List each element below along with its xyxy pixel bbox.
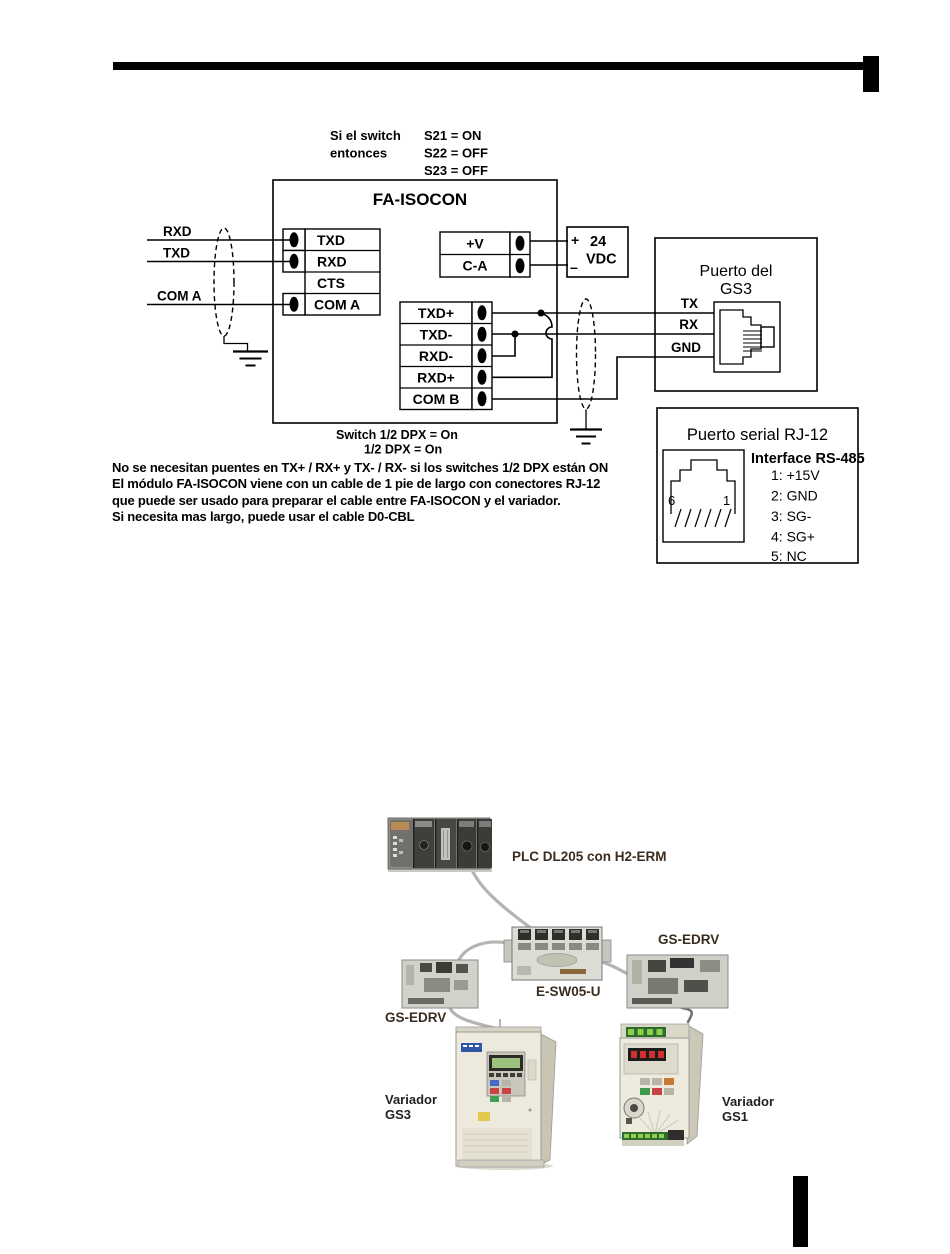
terminal-screw	[478, 327, 487, 342]
terminal-txdp: TXD+	[417, 305, 455, 321]
terminal-ca: C-A	[462, 257, 488, 274]
gs3-port-box	[655, 238, 817, 391]
notes-line-1: No se necesitan puentes en TX+ / RX+ y TX- / RX- si los switches 1/2 DPX están ON	[112, 460, 609, 475]
condition-line1-val: S21 = ON	[424, 128, 482, 143]
gs1-drive-label-line2: GS1	[722, 1109, 749, 1124]
terminal-screw	[516, 258, 525, 273]
gs-edrv-right-photo	[627, 955, 728, 1008]
edrv-right-label: GS-EDRV	[658, 932, 720, 947]
rj12-pinout-5: 5: NC	[771, 548, 807, 564]
condition-line3-val: S23 = OFF	[424, 163, 488, 178]
terminal-screw	[290, 254, 299, 269]
fa-isocon-title: FA-ISOCON	[372, 190, 468, 209]
dpx-switch-note	[336, 428, 458, 457]
ground-symbol-left	[233, 352, 268, 366]
terminal-coma: COM A	[314, 296, 361, 313]
terminal-screw	[478, 305, 487, 320]
wire-label-coma: COM A	[157, 288, 202, 304]
gs1-drive-label-line1: Variador	[722, 1094, 775, 1109]
notes-paragraph	[112, 460, 692, 526]
ethernet-switch-photo	[504, 927, 611, 980]
gs3-port-title-line1: Puerto del	[699, 263, 773, 280]
condition-note	[330, 128, 488, 178]
rj12-subtitle: Interface RS-485	[751, 451, 865, 467]
edrv-left-label: GS-EDRV	[385, 1010, 447, 1025]
notes-line-2: El módulo FA-ISOCON viene con un cable de 1 pie de largo con conectores RJ-12	[112, 476, 601, 492]
gs3-pin-gnd: GND	[671, 340, 701, 355]
power-supply-24vdc	[530, 227, 628, 277]
terminal-screw	[290, 232, 299, 247]
condition-line1-cond: Si el switch	[330, 128, 401, 143]
terminal-plusv: +V	[466, 235, 484, 252]
rj12-pinout-2: 2: GND	[771, 487, 818, 504]
notes-line-4: Si necesita mas largo, puede usar el cable D0-CBL	[112, 509, 415, 525]
gs3-drive-label-line1: Variador	[385, 1092, 438, 1107]
terminal-txdm: TXD-	[419, 326, 453, 343]
rj12-connector-side-view	[714, 302, 780, 372]
rs485-terminal-block	[400, 302, 492, 410]
rj12-pinout-4: 4: SG+	[771, 528, 815, 545]
switch-label: E-SW05-U	[536, 984, 601, 999]
terminal-cts: CTS	[317, 275, 345, 291]
supply-plus-sign: +	[571, 232, 580, 248]
gs3-port-title-line2: GS3	[719, 281, 753, 298]
plc-label: PLC DL205 con H2-ERM	[512, 849, 667, 864]
wire-label-rxd: RXD	[163, 224, 192, 239]
dpx-note-line2: 1/2 DPX = On	[364, 442, 443, 457]
condition-line2-val: S22 = OFF	[424, 145, 488, 161]
rj12-pin6-number: 6	[668, 493, 676, 508]
rj12-pinout-1: 1: +15V	[771, 467, 820, 483]
serial-cable-left	[147, 224, 290, 366]
supply-value: 24	[590, 234, 607, 250]
wire-label-txd: TXD	[163, 245, 190, 261]
terminal-screw	[478, 370, 487, 385]
gs3-pin-rx: RX	[679, 317, 698, 332]
terminal-screw	[290, 297, 299, 312]
supply-minus-sign: –	[570, 259, 578, 275]
fa-isocon-module	[273, 180, 557, 423]
rj12-pin1-number: 1	[723, 493, 731, 508]
terminal-screw	[478, 391, 487, 406]
terminal-comb: COM B	[412, 391, 460, 407]
condition-line2-cond: entonces	[330, 145, 388, 161]
cable-shield-right	[577, 299, 596, 409]
plc-dl205-photo	[388, 818, 492, 872]
supply-unit: VDC	[586, 251, 617, 268]
serial-terminal-block	[283, 229, 380, 315]
dpx-note-line1: Switch 1/2 DPX = On	[336, 428, 458, 442]
gs-edrv-left-photo	[402, 960, 478, 1008]
notes-line-3: que puede ser usado para preparar el cable entre FA-ISOCON y el variador.	[112, 492, 561, 508]
power-terminal-block	[440, 232, 530, 277]
rj12-pinout-3: 3: SG-	[771, 508, 812, 524]
gs3-drive-photo	[456, 1019, 556, 1170]
terminal-rxdp: RXD+	[417, 369, 455, 386]
cable-shield-left	[214, 228, 234, 336]
junction-dot	[538, 310, 545, 317]
junction-dot	[512, 331, 519, 338]
terminal-rxd: RXD	[317, 253, 347, 270]
gs1-drive-photo	[620, 1024, 703, 1146]
rj12-title: Puerto serial RJ-12	[686, 426, 829, 444]
ground-symbol-right	[570, 430, 602, 444]
terminal-rxdm: RXD-	[418, 348, 454, 364]
gs3-pin-tx: TX	[680, 296, 698, 311]
terminal-screw	[478, 348, 487, 363]
terminal-screw	[516, 236, 525, 251]
terminal-txd: TXD	[317, 232, 345, 248]
page-end-bar	[793, 1176, 808, 1247]
gs3-drive-label-line2: GS3	[385, 1107, 412, 1122]
